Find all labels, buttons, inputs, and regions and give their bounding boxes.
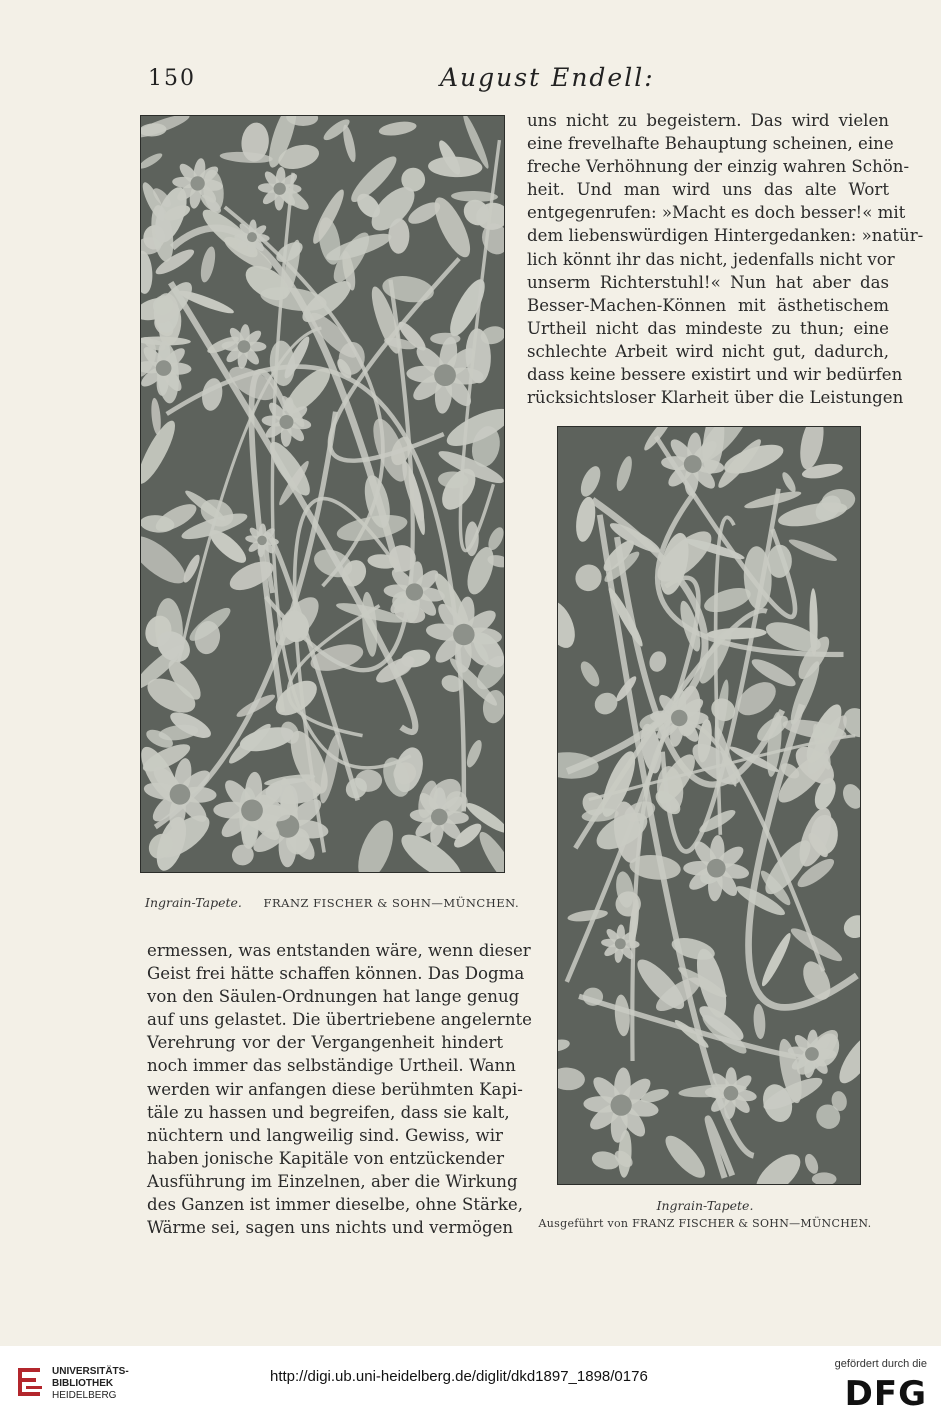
- text-line: des Ganzen ist immer dieselbe, ohne Stärke,: [147, 1195, 524, 1215]
- pattern-flower-center: [615, 938, 626, 949]
- text-line: schlechte Arbeit wird nicht gut, dadurch,: [527, 341, 889, 361]
- pattern-flower-center: [805, 1047, 819, 1061]
- text-line: lich könnt ihr das nicht, jedenfalls nicht vor: [527, 249, 895, 269]
- pattern-flower-center: [257, 536, 267, 546]
- pattern-flower-center: [611, 1095, 632, 1116]
- text-line: Urtheil nicht das mindeste zu thun; eine: [527, 318, 889, 338]
- pattern-flower-center: [238, 340, 251, 353]
- body-text-right-column: [527, 109, 924, 409]
- wallpaper-plate-left: [140, 115, 505, 873]
- pattern-flower-center: [707, 859, 726, 878]
- sponsor-label: gefördert durch die: [834, 1358, 927, 1370]
- pattern-flower-center: [156, 360, 172, 376]
- running-title: August Endell:: [440, 63, 655, 92]
- dfg-logo: DFG: [844, 1374, 927, 1414]
- pattern-flower-center: [453, 624, 474, 645]
- text-line: Besser-Machen-Können mit ästhetischem: [527, 295, 889, 315]
- text-line: Wärme sei, sagen uns nichts und vermögen: [147, 1218, 514, 1238]
- text-line: unserm Richterstuhl!« Nun hat aber das: [527, 272, 889, 292]
- text-line: dem liebenswürdigen Hintergedanken: »natür-: [527, 226, 924, 246]
- pattern-flower-center: [431, 809, 448, 826]
- caption-left-title: Ingrain-Tapete.: [145, 895, 242, 910]
- pattern-flower-center: [247, 232, 257, 242]
- text-line: dass keine bessere existirt und wir bedürfen: [527, 365, 903, 385]
- text-line: entgegenrufen: »Macht es doch besser!« mit: [527, 203, 906, 223]
- caption-right-title: Ingrain-Tapete.: [656, 1198, 754, 1213]
- pattern-flower-center: [274, 183, 286, 195]
- pattern-flower-center: [190, 176, 204, 190]
- caption-left: [145, 895, 520, 910]
- text-line: nüchtern und langweilig sind. Gewiss, wir: [147, 1125, 503, 1145]
- text-line: haben jonische Kapitäle von entzückender: [147, 1148, 505, 1168]
- text-line: Ausführung im Einzelnen, aber die Wirkung: [147, 1171, 518, 1191]
- permalink-url[interactable]: http://digi.ub.uni-heidelberg.de/diglit/dkd1897_1898/0176: [270, 1368, 648, 1385]
- text-line: täle zu hassen und begreifen, dass sie kalt,: [147, 1102, 510, 1122]
- text-line: rücksichtsloser Klarheit über die Leistungen: [527, 388, 904, 408]
- text-line: heit. Und man wird uns das alte Wort: [527, 180, 889, 200]
- page-number: 150: [148, 66, 196, 91]
- library-name-line1: UNIVERSITÄTS-: [52, 1366, 129, 1377]
- text-line: von den Säulen-Ordnungen hat lange genug: [147, 987, 520, 1007]
- pattern-flower-center: [724, 1086, 739, 1101]
- pattern-flower-center: [406, 583, 423, 600]
- text-line: ermessen, was entstanden wäre, wenn dieser: [147, 941, 531, 960]
- pattern-flower-center: [684, 455, 702, 473]
- pattern-flower-center: [279, 415, 293, 429]
- text-line: uns nicht zu begeistern. Das wird vielen: [527, 111, 889, 130]
- thistle-pattern-illustration: [558, 427, 860, 1184]
- text-line: eine frevelhafte Behauptung scheinen, eine: [527, 134, 894, 154]
- library-logo-icon: [14, 1364, 46, 1400]
- pattern-flower-center: [241, 800, 263, 822]
- library-name-line2: BIBLIOTHEK: [52, 1378, 114, 1389]
- pattern-flower-center: [434, 364, 456, 386]
- pattern-leaf: [583, 988, 603, 1006]
- body-text-left-column: [147, 939, 533, 1239]
- floral-pattern-illustration: [141, 116, 504, 872]
- caption-right-credit: Ausgeführt von FRANZ FISCHER & SOHN—MÜNCHEN.: [538, 1217, 872, 1230]
- text-line: werden wir anfangen diese berühmten Kapi-: [147, 1079, 523, 1099]
- caption-left-credit: FRANZ FISCHER & SOHN—MÜNCHEN.: [263, 896, 520, 910]
- text-line: noch immer das selbständige Urtheil. Wann: [147, 1056, 516, 1076]
- text-line: freche Verhöhnung der einzig wahren Schön-: [527, 157, 910, 177]
- wallpaper-plate-right: [557, 426, 861, 1185]
- library-name-line3: HEIDELBERG: [52, 1390, 117, 1401]
- text-line: Geist frei hätte schaffen können. Das Dogma: [147, 964, 525, 984]
- footer-bar: [0, 1346, 941, 1417]
- library-name: [52, 1366, 129, 1402]
- text-line: auf uns gelastet. Die übertriebene angelernte: [147, 1010, 533, 1030]
- pattern-flower-center: [170, 784, 191, 805]
- pattern-flower-center: [671, 710, 687, 726]
- text-line: Verehrung vor der Vergangenheit hindert: [147, 1033, 503, 1053]
